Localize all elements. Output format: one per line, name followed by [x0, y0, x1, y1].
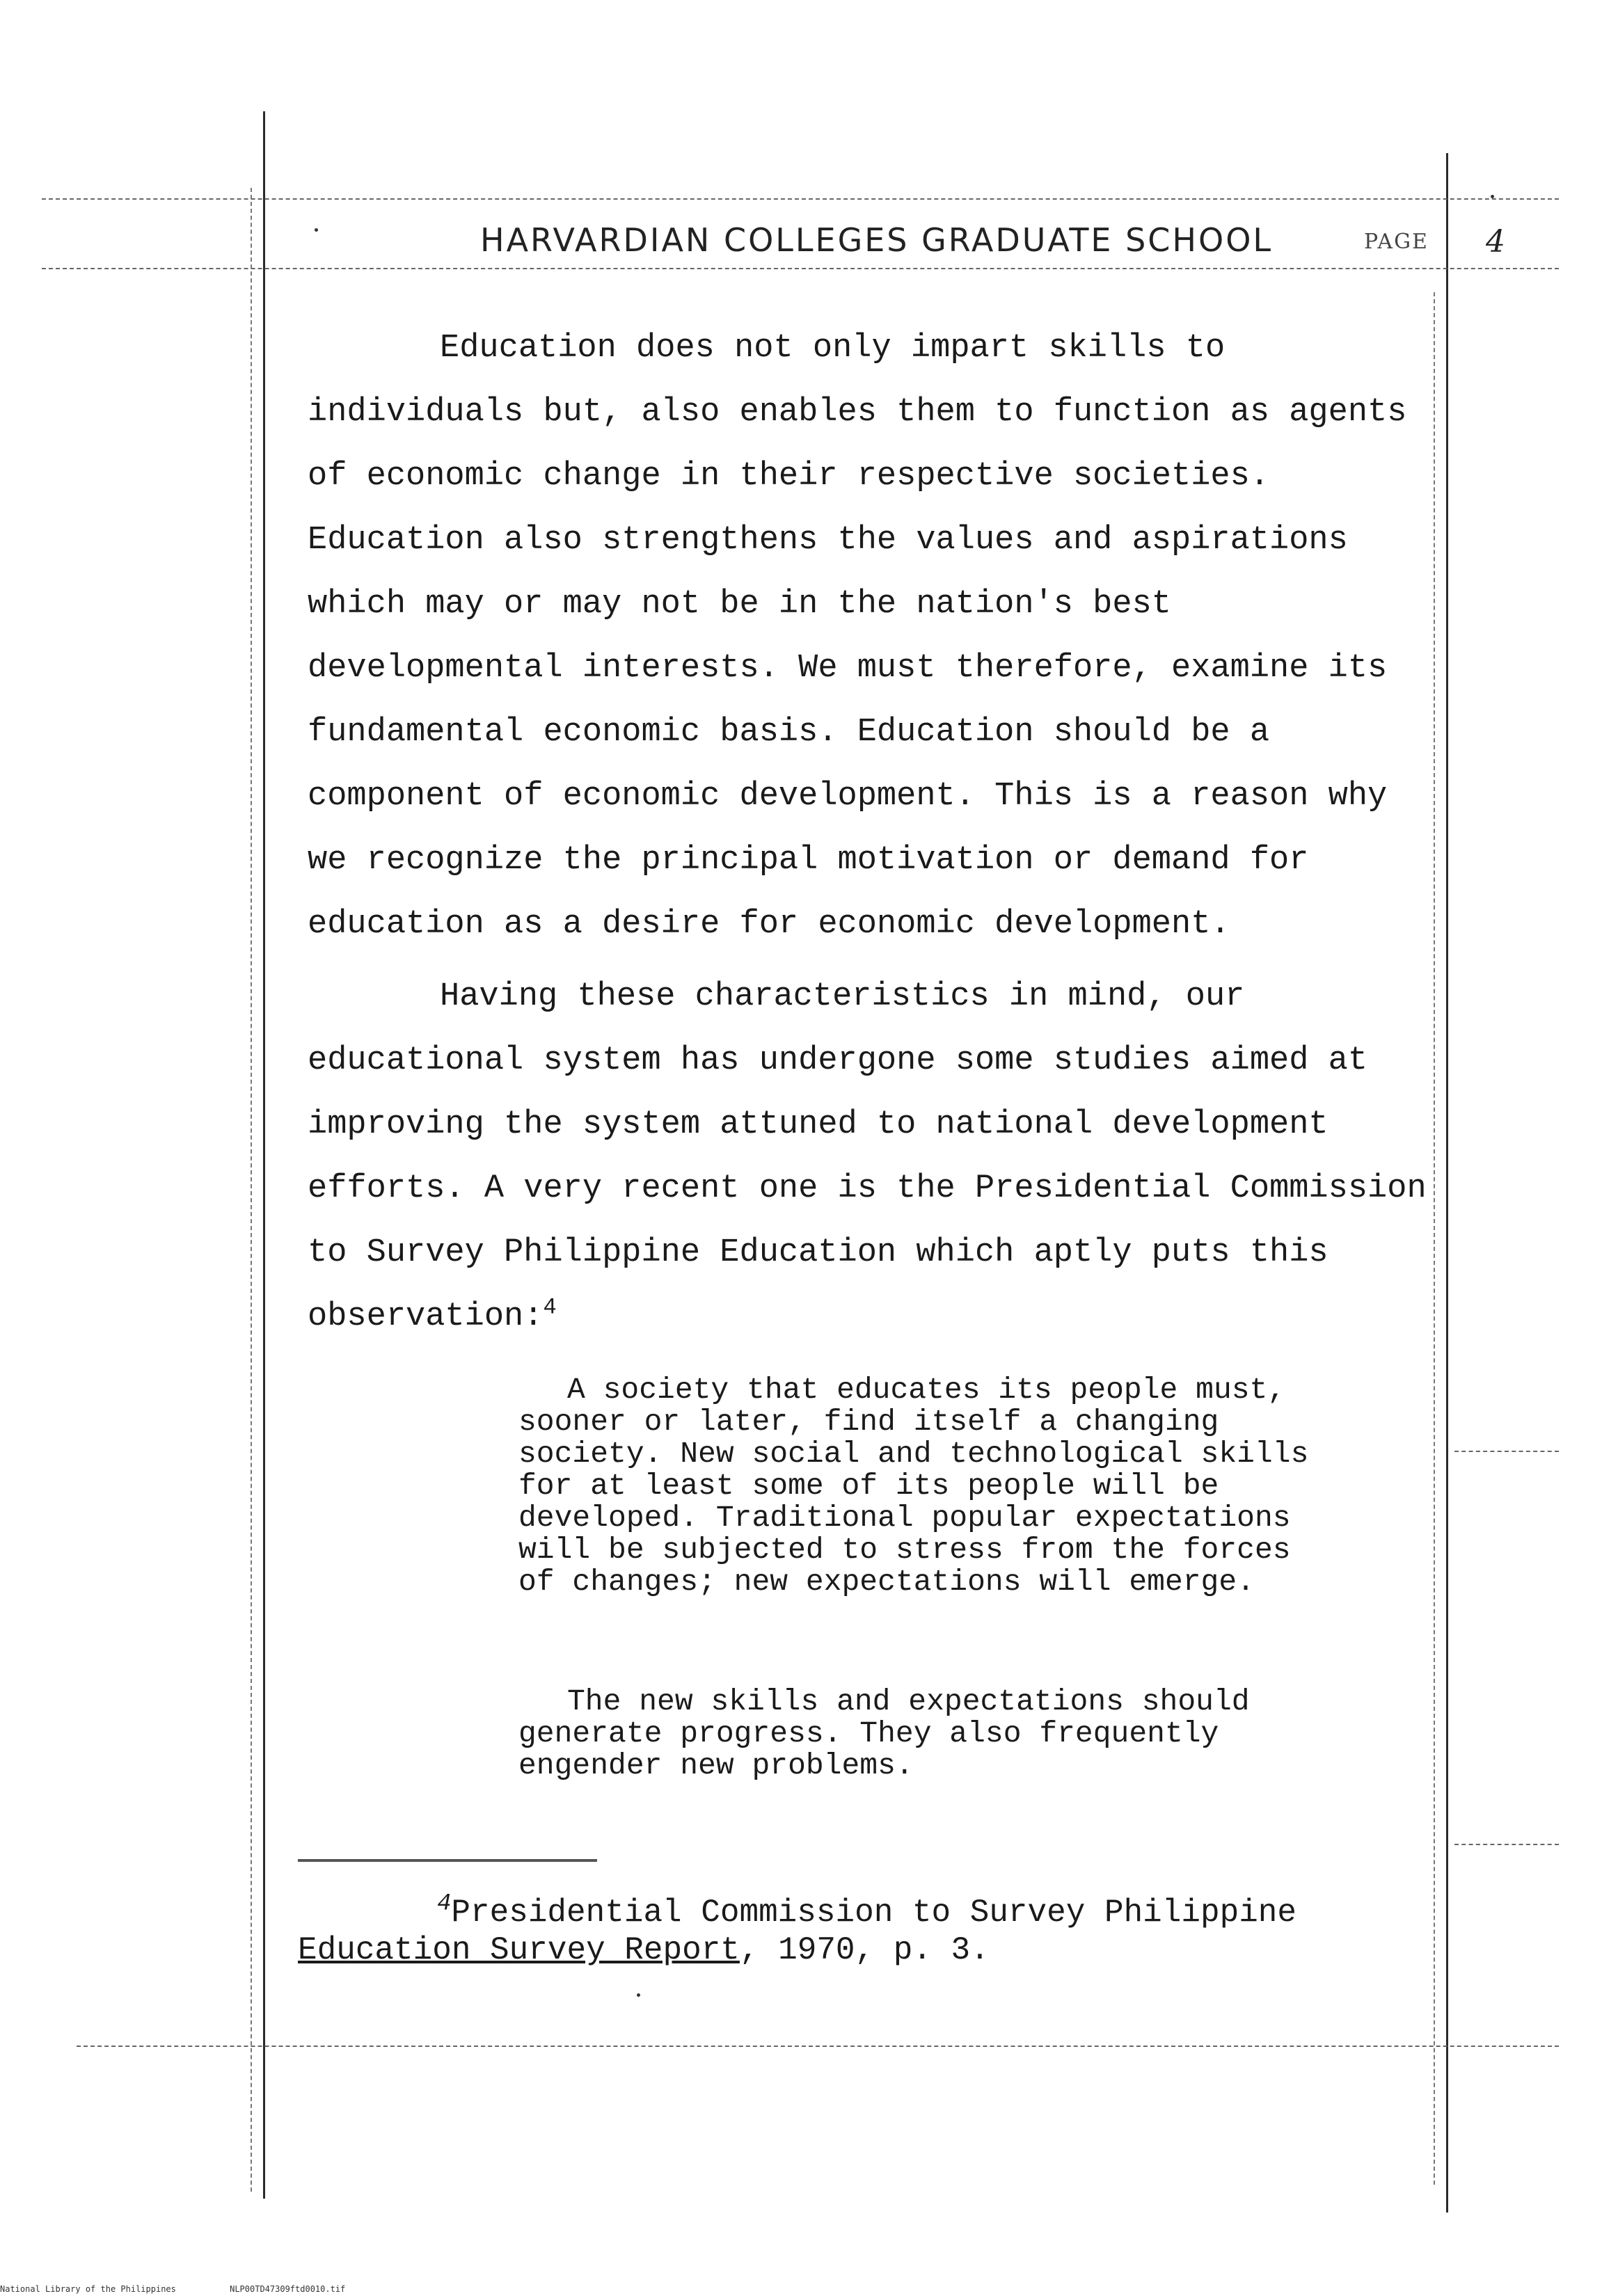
footnote-title: Education Survey Report — [298, 1932, 740, 1968]
footnote-reference: 4 — [543, 1294, 557, 1321]
footnote-author: Presidential Commission to Survey Philippine — [451, 1895, 1297, 1931]
right-margin-tick-2 — [1454, 1844, 1559, 1845]
body-paragraph-2 — [308, 965, 1435, 1349]
block-quote-paragraph-2: The new skills and expectations should generate progress. They also frequently engender new problems. — [518, 1684, 1250, 1783]
page-speck — [315, 228, 318, 232]
header-bottom-rule — [42, 268, 1559, 269]
right-margin-rule — [1446, 153, 1448, 2213]
footnote-number: 4 — [437, 1890, 452, 1918]
archive-institution: National Library of the Philippines — [0, 2284, 176, 2294]
archive-file-id: NLP00TD47309ftd0010.tif — [230, 2284, 346, 2294]
left-margin-rule — [263, 111, 265, 2199]
page-label: PAGE — [1364, 230, 1429, 254]
body-paragraph-2-container — [308, 965, 1435, 1349]
page-speck — [1491, 195, 1494, 198]
footnote — [298, 1890, 1383, 1969]
body-paragraph-1 — [308, 317, 1435, 957]
bottom-form-rule — [77, 2046, 1559, 2047]
footnote-separator — [298, 1859, 597, 1862]
body-paragraph-2-text: Having these characteristics in mind, our educational system has undergone some studies aimed at improving the system attuned to national development efforts. A very recent one is the Presidential Commission to Survey Philippine Education which aptly puts this observation: — [308, 978, 1427, 1335]
block-quote-paragraph-1: A society that educates its people must, sooner or later, find itself a changing society. New social and technological skills for at least some of its people will be developed. Traditional popular expectations will be subjected to stress from the forces of changes; new expectations will emerge. — [518, 1373, 1309, 1599]
school-name-header: HARVARDIAN COLLEGES GRADUATE SCHOOL — [480, 221, 1274, 259]
body-paragraph-1-text: Education does not only impart skills to individuals but, also enables them to function as agents of economic change in their respective societies. Education also strengthens the values and aspirations which may or may not be in the nation's best developmental interests. We must therefore, examine its fundamental economic basis. Education should be a component of economic development. This is a reason why we recognize the principal motivation or demand for education as a desire for economic development. — [308, 330, 1407, 943]
header-top-rule — [42, 198, 1559, 200]
page-number: 4 — [1486, 224, 1505, 260]
archive-caption — [0, 2284, 345, 2294]
left-margin-rule-secondary — [251, 188, 252, 2192]
right-margin-tick-1 — [1454, 1451, 1559, 1452]
footnote-details: , 1970, p. 3. — [739, 1932, 990, 1968]
page-speck — [637, 1993, 640, 1997]
